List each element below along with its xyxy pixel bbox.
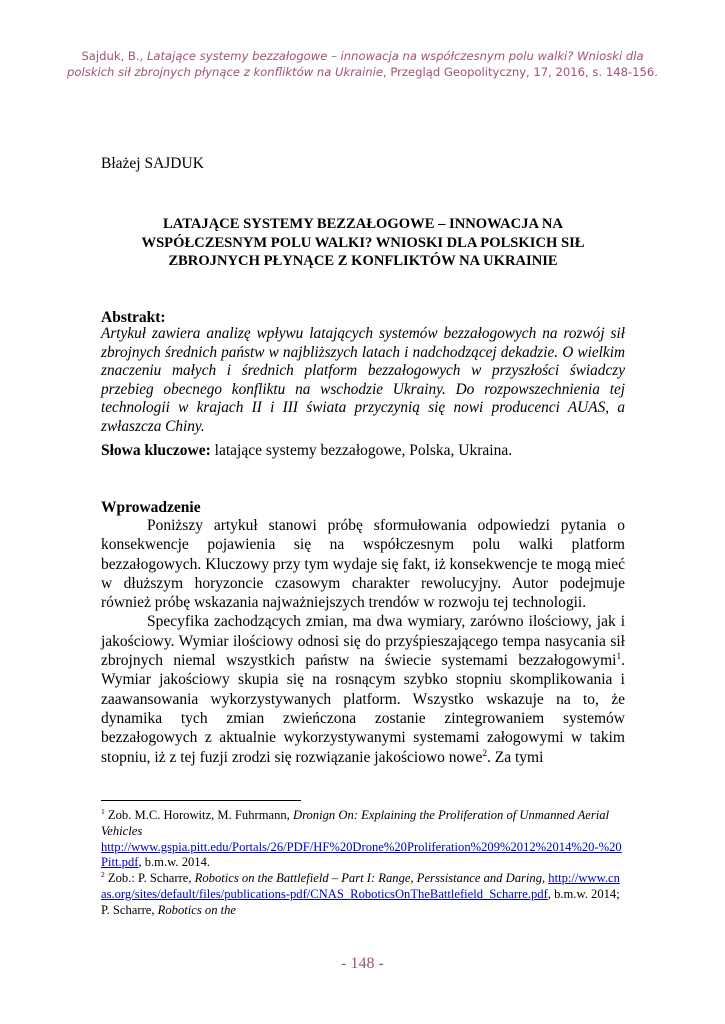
abstract-heading: Abstrakt: <box>101 309 166 326</box>
intro-paragraph-2: Specyfika zachodzących zmian, ma dwa wymiary, zarówno ilościowy, jak i jakościowy. Wymiar ilościowy odnosi się do przyśpieszającego tempa nasycania sił zbrojnych niemal wszystkich państw na świecie systemami bezzałogowymi$^1$. Wymiar jakościowy skupia się na rosnącym szybko stopniu skomplikowania i zaawansowania wykorzystywanych platform. Wszystko wskazuje na to, że dynamika tych zmian zwieńczona zostanie zintegrowaniem systemów bezzałogowych z aktualnie wykorzystywanymi systemami załogowymi w takim stopniu, iż z tej fuzji zrodzi się rozwiązanie jakościowo nowe$^2$. Za tymi <box>101 613 625 766</box>
author-name: Błażej SAJDUK <box>101 155 204 172</box>
section-heading-intro: Wprowadzenie <box>101 499 201 516</box>
footnote-2-link[interactable]: http://www.cnas.org/sites/default/files/publications-pdf/CNAS_RoboticsOnTheBattlefield_Scharre.pdf <box>101 871 620 901</box>
footnote-divider <box>101 800 301 801</box>
article-title: LATAJĄCE SYSTEMY BEZZAŁOGOWE – INNOWACJA NA WSPÓŁCZESNYM POLU WALKI? WNIOSKI DLA POLSKICH SIŁ ZBROJNYCH PŁYNĄCE Z KONFLIKTÓW NA UKRAINIE <box>141 216 585 269</box>
page-number: - 148 - <box>341 955 384 972</box>
citation-header <box>60 48 665 80</box>
citation-author: Sajduk, B., <box>81 49 147 63</box>
footnote-1-link[interactable]: http://www.gspia.pitt.edu/Portals/26/PDF/HF%20Drone%20Proliferation%209%2012%2014%20-%20Pitt.pdf <box>101 839 622 870</box>
keywords <box>101 442 512 460</box>
citation-title: Latające systemy bezzałogowe – innowacja na współczesnym polu walki? Wnioski dla polskich sił zbrojnych płynące z konfliktów na Ukrainie <box>67 49 644 79</box>
keywords-label: Słowa kluczowe: <box>101 442 211 459</box>
footnote-ref-2[interactable]: 2 <box>482 748 487 759</box>
keywords-text: latające systemy bezzałogowe, Polska, Ukraina. <box>210 442 513 459</box>
abstract-text: Artykuł zawiera analizę wpływu latających systemów bezzałogowych na rozwój sił zbrojnych średnich państw w najbliższych latach i nadchodzącej dekadzie. O wielkim znaczeniu małych i średnich platform bezzałogowych w przyszłości świadczy przebieg obecnego konfliktu na wschodzie Ukrainy. Do rozpowszechnienia tej technologii w krajach II i III świata przyczynią się nowi producenci AUAS, a zwłaszcza Chiny. <box>101 325 625 435</box>
footnote-ref-1[interactable]: 1 <box>616 651 622 662</box>
footnotes <box>101 808 625 919</box>
citation-source: , Przegląd Geopolityczny, 17, 2016, s. 148-156. <box>383 65 658 79</box>
footnote-1: $^1$ Zob. M.C. Horowitz, M. Fuhrmann, Dronign On: Explaining the Proliferation of Unmanned Aerial Vehicles http://www.gspia.pitt.edu/Portals/26/PDF/HF%20Drone%20Proliferation%209%2012%2014%20-%20Pitt.pdf, b.m.w. 2014. <box>101 806 622 870</box>
body-text <box>101 516 625 767</box>
intro-paragraph-1: Poniższy artykuł stanowi próbę sformułowania odpowiedzi pytania o konsekwencje pojawienia się na współczesnym polu walki platform bezzałogowych. Kluczowy przy tym wydaje się fakt, iż konsekwencje te mogą mieć w dłuższym horyzoncie czasowym charakter rewolucyjny. Autor podejmuje również próbę wskazania najważniejszych trendów w rozwoju tej technologii. <box>101 517 625 612</box>
footnote-2: $^2$ Zob.: P. Scharre, Robotics on the Battlefield – Part I: Range, Perssistance and Daring, http://www.cnas.org/sites/default/files/publications-pdf/CNAS_RoboticsOnTheBattlefield_Scharre.pdf, b.m.w. 2014; P. Scharre, Robotics on the <box>101 870 620 917</box>
